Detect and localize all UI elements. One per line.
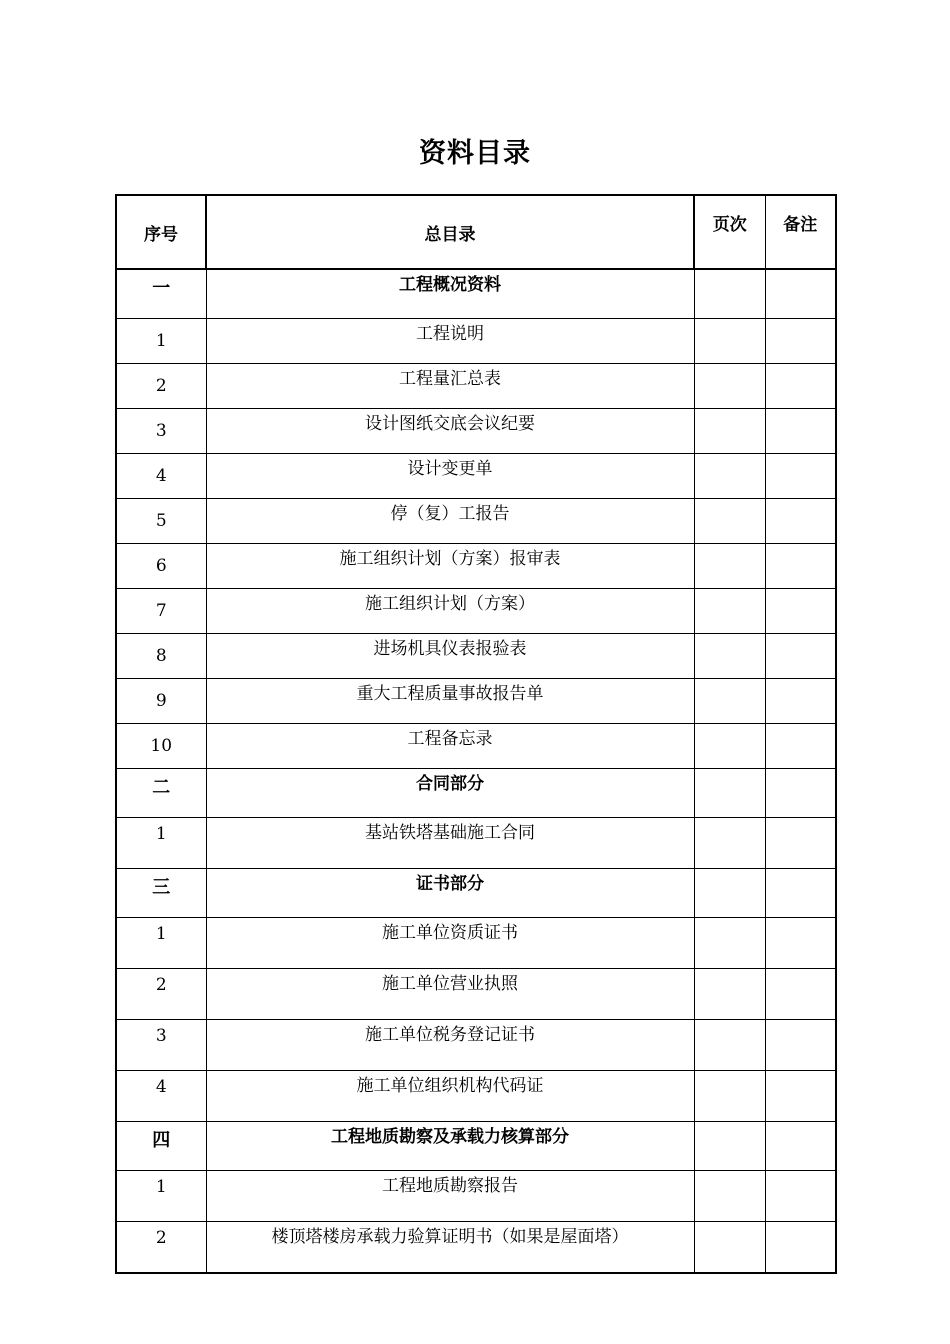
row-page-cell <box>694 364 765 409</box>
row-item: 设计图纸交底会议纪要 <box>206 409 694 454</box>
row-item: 工程量汇总表 <box>206 364 694 409</box>
row-seq: 10 <box>116 724 206 769</box>
row-page-cell <box>694 769 765 818</box>
row-item: 施工单位组织机构代码证 <box>206 1071 694 1122</box>
row-seq: 2 <box>116 364 206 409</box>
section-row <box>116 869 836 918</box>
row-note-cell <box>765 634 836 679</box>
table-row <box>116 319 836 364</box>
row-page-cell <box>694 969 765 1020</box>
row-seq: 1 <box>116 818 206 869</box>
row-seq: 5 <box>116 499 206 544</box>
row-page-cell <box>694 818 765 869</box>
row-note-cell <box>765 679 836 724</box>
row-item: 工程概况资料 <box>206 269 694 319</box>
table-row <box>116 409 836 454</box>
row-page-cell <box>694 1071 765 1122</box>
table-row <box>116 969 836 1020</box>
row-note-cell <box>765 589 836 634</box>
row-seq: 四 <box>116 1122 206 1171</box>
row-item: 施工单位营业执照 <box>206 969 694 1020</box>
row-page-cell <box>694 1122 765 1171</box>
row-seq: 4 <box>116 454 206 499</box>
header-seq: 序号 <box>116 195 206 269</box>
table-row <box>116 454 836 499</box>
table-row <box>116 364 836 409</box>
row-page-cell <box>694 918 765 969</box>
row-seq: 1 <box>116 1171 206 1222</box>
row-seq: 7 <box>116 589 206 634</box>
row-note-cell <box>765 769 836 818</box>
row-note-cell <box>765 1020 836 1071</box>
row-item: 工程备忘录 <box>206 724 694 769</box>
table-row <box>116 499 836 544</box>
row-page-cell <box>694 499 765 544</box>
row-note-cell <box>765 869 836 918</box>
row-note-cell <box>765 1171 836 1222</box>
row-item: 合同部分 <box>206 769 694 818</box>
row-note-cell <box>765 818 836 869</box>
row-note-cell <box>765 969 836 1020</box>
row-note-cell <box>765 454 836 499</box>
row-page-cell <box>694 679 765 724</box>
row-note-cell <box>765 1071 836 1122</box>
row-seq: 一 <box>116 269 206 319</box>
row-note-cell <box>765 544 836 589</box>
row-page-cell <box>694 634 765 679</box>
row-page-cell <box>694 454 765 499</box>
row-page-cell <box>694 1020 765 1071</box>
section-row <box>116 269 836 319</box>
row-note-cell <box>765 1122 836 1171</box>
row-page-cell <box>694 724 765 769</box>
row-seq: 二 <box>116 769 206 818</box>
row-note-cell <box>765 319 836 364</box>
row-note-cell <box>765 1222 836 1274</box>
header-catalog: 总目录 <box>206 195 694 269</box>
header-page: 页次 <box>694 195 765 269</box>
row-page-cell <box>694 1222 765 1274</box>
row-page-cell <box>694 544 765 589</box>
row-seq: 4 <box>116 1071 206 1122</box>
row-item: 基站铁塔基础施工合同 <box>206 818 694 869</box>
table-row <box>116 1171 836 1222</box>
row-note-cell <box>765 918 836 969</box>
row-page-cell <box>694 409 765 454</box>
row-seq: 3 <box>116 409 206 454</box>
table-body <box>116 269 836 1273</box>
table-row <box>116 724 836 769</box>
row-seq: 9 <box>116 679 206 724</box>
row-note-cell <box>765 364 836 409</box>
row-page-cell <box>694 869 765 918</box>
row-seq: 2 <box>116 1222 206 1274</box>
catalog-table <box>115 194 837 1274</box>
table-row <box>116 818 836 869</box>
row-seq: 2 <box>116 969 206 1020</box>
row-page-cell <box>694 589 765 634</box>
row-item: 施工单位税务登记证书 <box>206 1020 694 1071</box>
table-header-row <box>116 195 836 269</box>
table-row <box>116 1071 836 1122</box>
row-item: 楼顶塔楼房承载力验算证明书（如果是屋面塔） <box>206 1222 694 1274</box>
table-row <box>116 634 836 679</box>
section-row <box>116 769 836 818</box>
row-item: 工程地质勘察及承载力核算部分 <box>206 1122 694 1171</box>
row-item: 工程地质勘察报告 <box>206 1171 694 1222</box>
row-item: 施工组织计划（方案）报审表 <box>206 544 694 589</box>
row-seq: 6 <box>116 544 206 589</box>
row-page-cell <box>694 319 765 364</box>
row-item: 重大工程质量事故报告单 <box>206 679 694 724</box>
row-seq: 1 <box>116 319 206 364</box>
row-seq: 3 <box>116 1020 206 1071</box>
row-item: 工程说明 <box>206 319 694 364</box>
row-note-cell <box>765 409 836 454</box>
row-note-cell <box>765 269 836 319</box>
row-item: 施工单位资质证书 <box>206 918 694 969</box>
row-note-cell <box>765 499 836 544</box>
table-row <box>116 589 836 634</box>
row-item: 证书部分 <box>206 869 694 918</box>
table-row <box>116 1222 836 1274</box>
header-note: 备注 <box>765 195 836 269</box>
section-row <box>116 1122 836 1171</box>
row-seq: 8 <box>116 634 206 679</box>
row-item: 施工组织计划（方案） <box>206 589 694 634</box>
row-seq: 1 <box>116 918 206 969</box>
document-title: 资料目录 <box>419 138 531 169</box>
row-page-cell <box>694 1171 765 1222</box>
table-row <box>116 1020 836 1071</box>
row-seq: 三 <box>116 869 206 918</box>
table-row <box>116 544 836 589</box>
table-row <box>116 679 836 724</box>
table-row <box>116 918 836 969</box>
row-item: 进场机具仪表报验表 <box>206 634 694 679</box>
row-page-cell <box>694 269 765 319</box>
row-item: 停（复）工报告 <box>206 499 694 544</box>
row-note-cell <box>765 724 836 769</box>
row-item: 设计变更单 <box>206 454 694 499</box>
